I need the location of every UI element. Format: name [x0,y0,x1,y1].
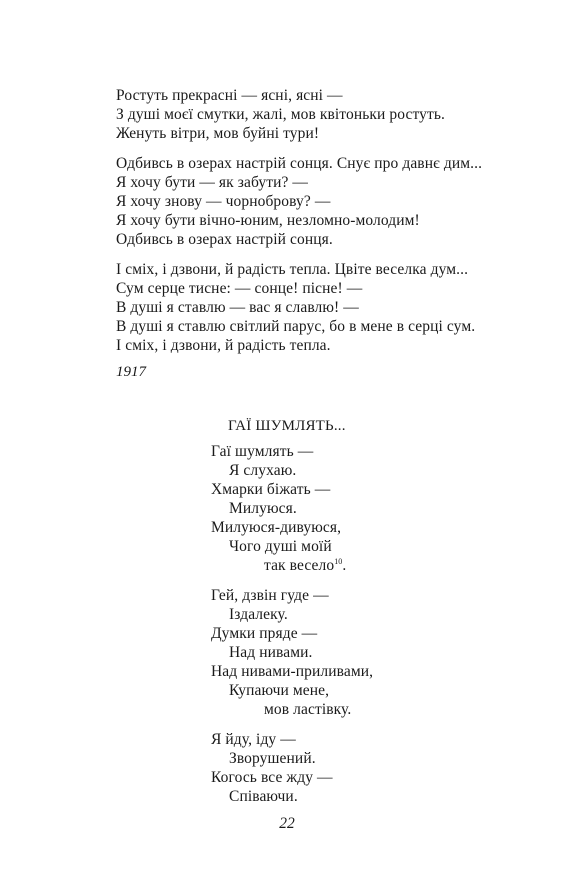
poem-date: 1917 [116,364,146,380]
poem-line: Милуюся. [229,500,297,517]
poem-line: В душі я ставлю світлий парус, бо в мене в серці сум. [116,318,476,335]
poem-line: Хмарки біжать — [211,481,331,498]
poem-line: Милуюся-дивуюся, [211,519,342,536]
poem-line: Я слухаю. [229,462,297,479]
poem-line: Я хочу знову — чорноброву? — [116,193,331,210]
poem-line: Сум серце тисне: — сонце! пісне! — [116,280,363,297]
poem-line: Одбивсь в озерах настрій сонця. Снує про давнє дим... [116,155,483,172]
poem-title: ГАЇ ШУМЛЯТЬ... [228,418,346,434]
poem-line: Я йду, іду — [211,731,296,748]
poem-line: Одбивсь в озерах настрій сонця. [116,231,333,248]
poem-line: І сміх, і дзвони, й радість тепла. [116,337,331,354]
poem-line [264,556,346,576]
poem-line: Чого душі моїй [229,538,332,555]
poem-line: Думки пряде — [211,625,318,642]
poem-line: Над нивами-приливами, [211,663,374,680]
poem-line: Зворушений. [229,750,316,767]
poem-line-text: так весело [264,557,335,574]
poem-line: Женуть вітри, мов буйні тури! [116,125,320,142]
page-number: 22 [279,815,295,832]
poem-line: Купаючи мене, [229,682,330,699]
poem-line: І сміх, і дзвони, й радість тепла. Цвіте веселка дум... [116,261,469,278]
poem-line: Я хочу бути — як забути? — [116,174,309,191]
poem-line: Гаї шумлять — [211,443,314,460]
poem-line: Я хочу бути вічно-юним, незломно-молодим! [116,212,420,229]
poem-line: Гей, дзвін гуде — [211,587,329,604]
poem-line: мов ластівку. [264,701,352,718]
poem-line: В душі я ставлю — вас я славлю! — [116,299,359,316]
poem-line: Іздалеку. [229,606,288,623]
footnote-ref[interactable]: 10 [334,556,343,566]
poem-line: З душі моєї смутки, жалі, мов квітоньки ростуть. [116,106,445,123]
poem-line: Ростуть прекрасні — ясні, ясні — [116,87,343,104]
poem-line: Співаючи. [229,788,298,805]
poem-line: Когось все жду — [211,769,333,786]
poem-line: Над нивами. [229,644,313,661]
poem-line-punctuation: . [342,557,347,574]
